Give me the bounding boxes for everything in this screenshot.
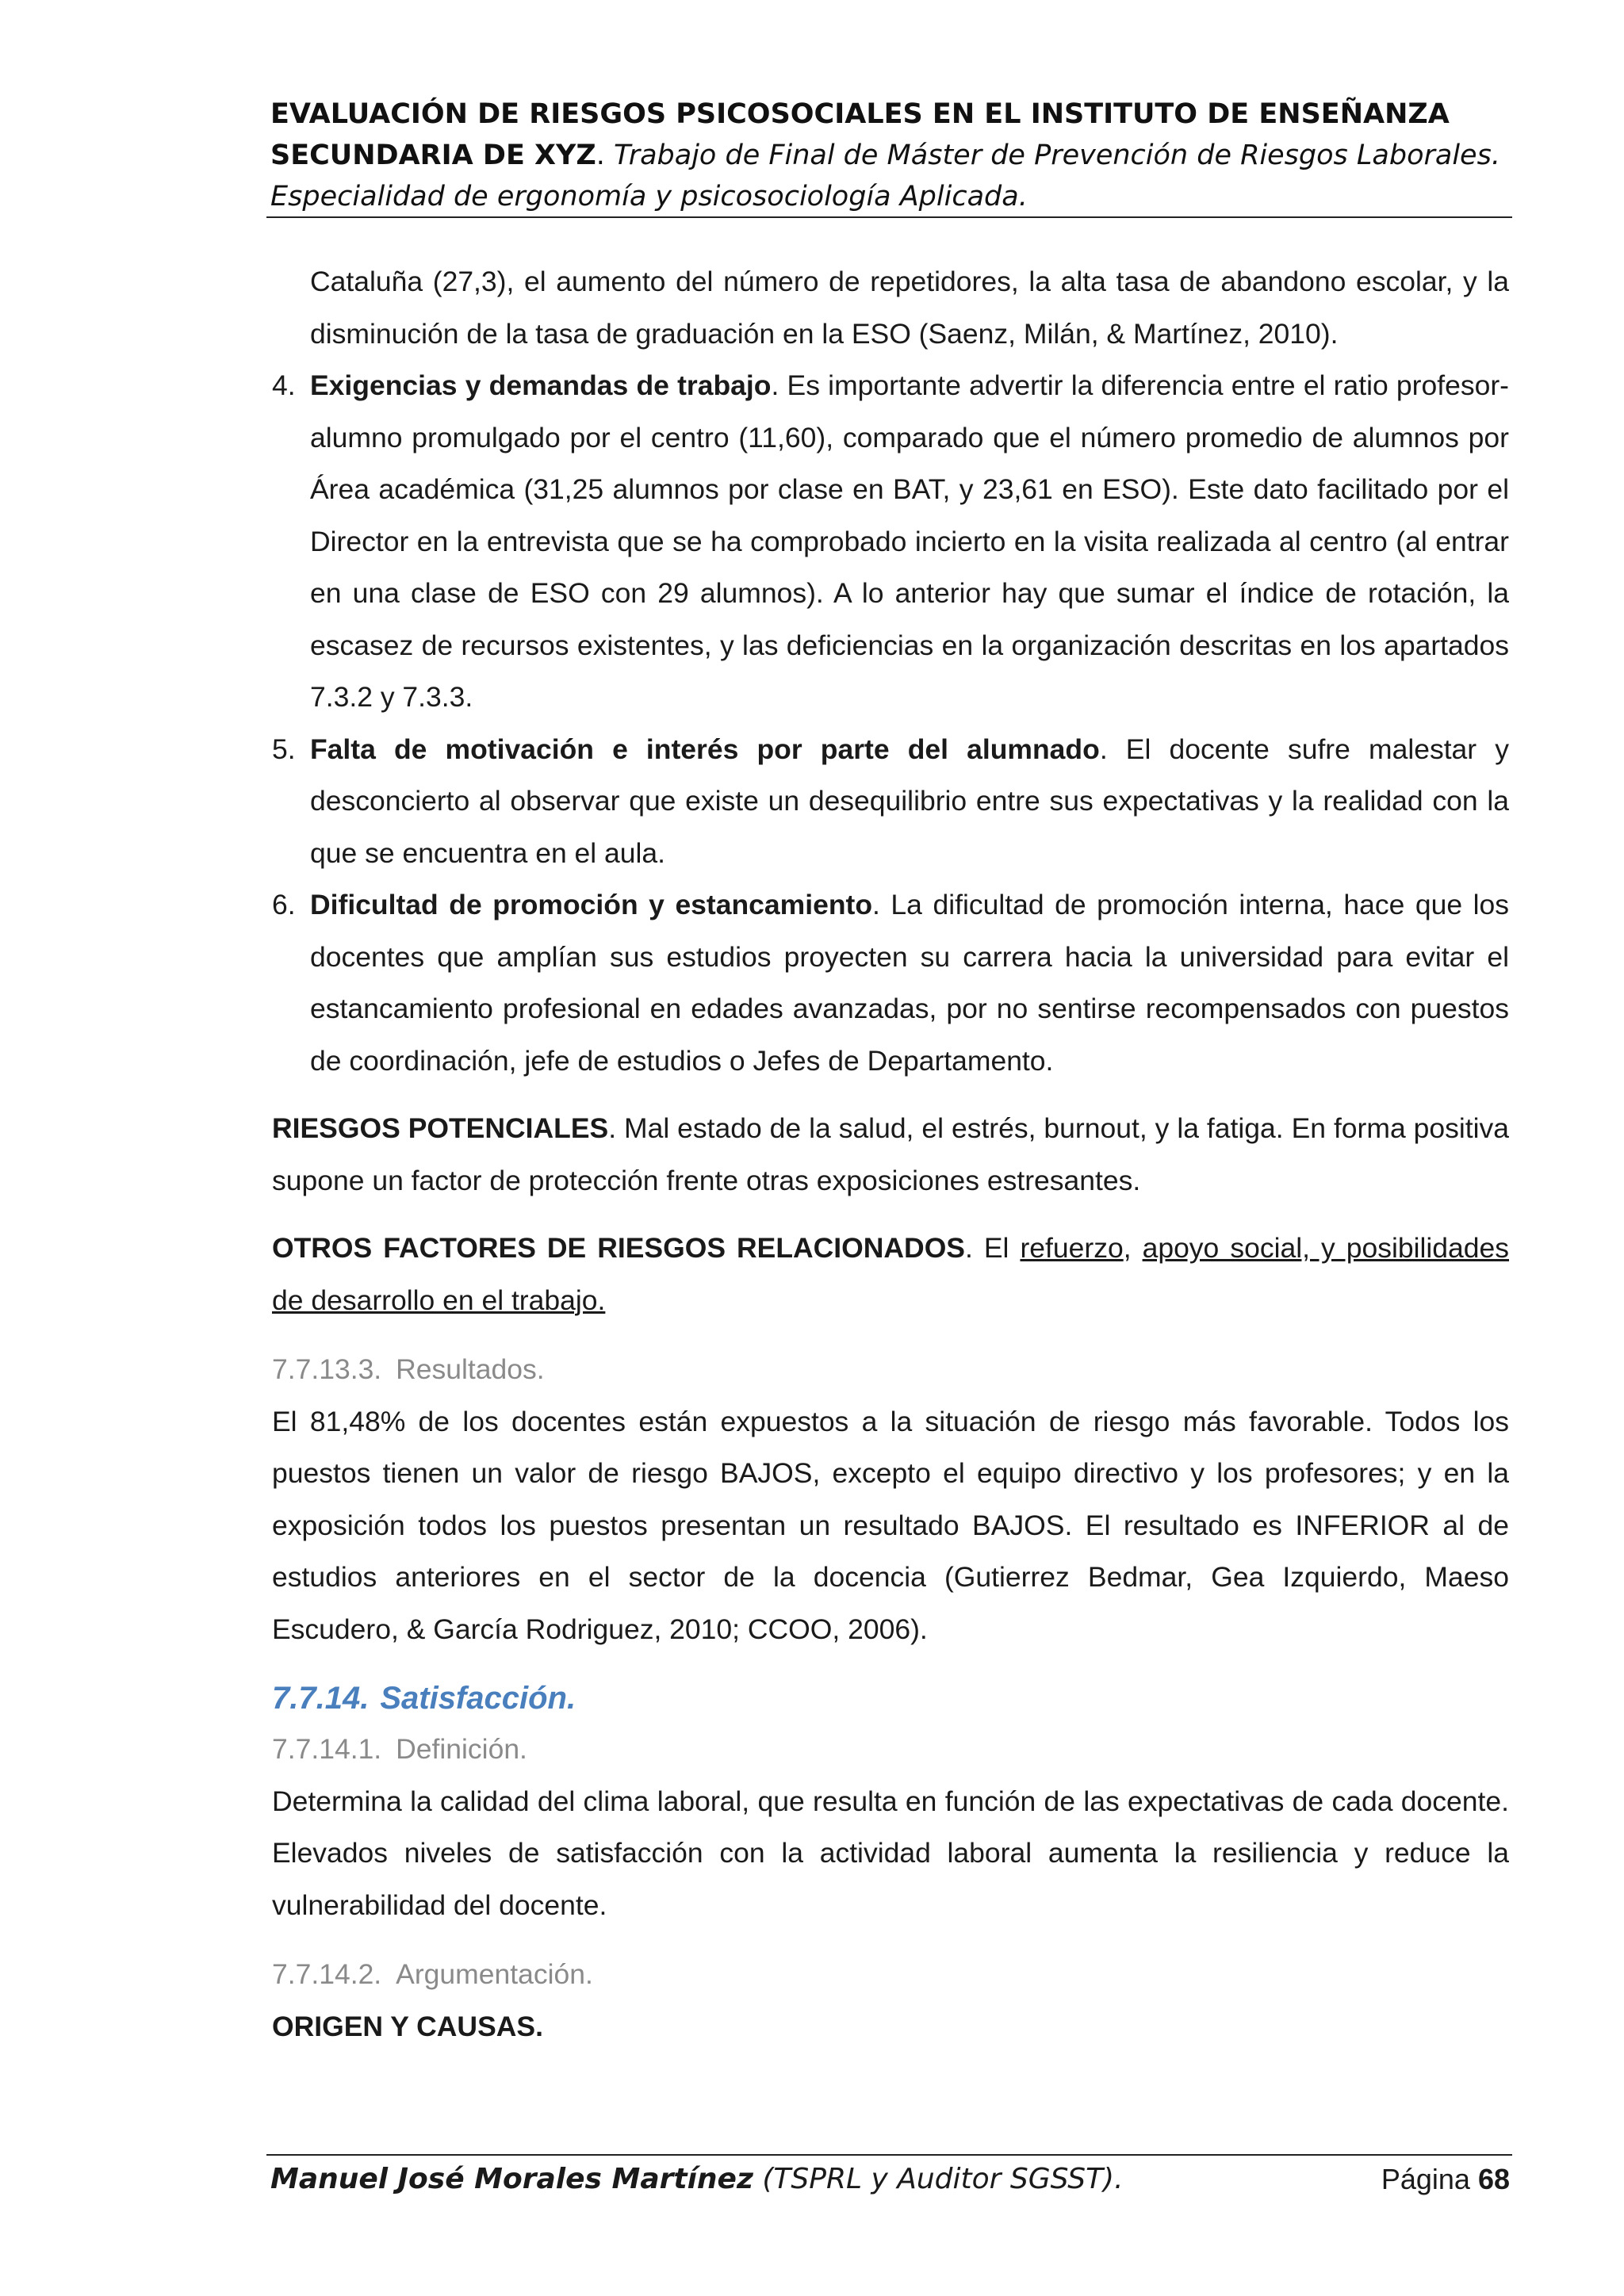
list-item (272, 879, 1509, 1087)
otros-factores-sep: . El (964, 1232, 1021, 1264)
numbered-list (272, 360, 1509, 1087)
list-item-text: . Es importante advertir la diferencia entre el ratio profesor-alumno promulgado por el centro (11,60), comparado que el número promedio de alumnos por Área académica (31,25 alumnos por clase en BAT, y 23,61 en ESO). Este dato facilitado por el Director en la entrevista que se ha comprobado incierto en la visita realizada al centro (al entrar en una clase de ESO con 29 alumnos). A lo anterior hay que sumar el índice de rotación, la escasez de recursos existentes, y las deficiencias en la organización descritas en los apartados 7.3.2 y 7.3.3. (310, 369, 1509, 713)
subsection-number: 7.7.14.2. (272, 1958, 382, 1990)
list-item-text: . El docente sufre malestar y desconcierto al observar que existe un desequilibrio entre sus expectativas y la realidad con la que se encuentra en el aula. (310, 733, 1510, 869)
author-role: (TSPRL y Auditor SGSST). (762, 2163, 1124, 2195)
subsection-title: Resultados. (396, 1353, 545, 1385)
origen-causas-label: ORIGEN Y CAUSAS. (272, 2010, 543, 2042)
definicion-paragraph: Determina la calidad del clima laboral, que resulta en función de las expectativas de cada docente. Elevados niveles de satisfacción con la actividad laboral aumenta la resiliencia y reduce la vulnerabilidad del docente. (272, 1785, 1509, 1921)
subsection-number: 7.7.13.3. (272, 1353, 382, 1385)
riesgos-potenciales-label: RIESGOS POTENCIALES (272, 1112, 609, 1144)
section-title: Satisfacción. (380, 1681, 576, 1716)
footer-author (270, 2158, 1124, 2201)
subsection-number: 7.7.14.1. (272, 1733, 382, 1765)
header-subtitle: Trabajo de Final de Máster de Prevención de Riesgos Laborales. Especialidad de ergonomía y psicosociología Aplicada. (270, 140, 1500, 212)
list-number: 5. (272, 733, 296, 765)
otros-factores-label: OTROS FACTORES DE RIESGOS RELACIONADOS (272, 1232, 965, 1264)
resultados-paragraph: El 81,48% de los docentes están expuestos a la situación de riesgo más favorable. Todos los puestos tienen un valor de riesgo BAJOS, excepto el equipo directivo y los profesores; y en la exposición todos los puestos presentan un resultado BAJOS. El resultado es INFERIOR al de estudios anteriores en el sector de la docencia (Gutierrez Bedmar, Gea Izquierdo, Maeso Escudero, & García Rodriguez, 2010; CCOO, 2006). (272, 1405, 1509, 1645)
page-label: Página (1381, 2163, 1470, 2195)
apoyo-social-underlined: apoyo social, y posibilidades de desarrollo en el trabajo. (272, 1232, 1509, 1316)
list-item-title: Falta de motivación e interés por parte del alumnado (310, 733, 1100, 765)
list-item-title: Exigencias y demandas de trabajo (310, 369, 772, 401)
section-number: 7.7.14. (272, 1681, 370, 1716)
list-number: 6. (272, 889, 296, 920)
list-item (272, 724, 1509, 880)
page-header (270, 94, 1511, 217)
subsection-title: Definición. (396, 1733, 527, 1765)
page-number (1381, 2158, 1510, 2201)
list-item (272, 360, 1509, 724)
page-body (272, 256, 1509, 2053)
otros-factores-comma: , (1123, 1232, 1143, 1264)
author-name: Manuel José Morales Martínez (270, 2163, 753, 2195)
subsection-title: Argumentación. (396, 1958, 593, 1990)
subsection-heading-argumentacion (272, 1949, 1509, 2001)
refuerzo-underlined: refuerzo (1020, 1232, 1124, 1264)
subsection-heading-definicion (272, 1724, 1509, 1776)
otros-factores-paragraph (272, 1223, 1509, 1326)
list-item-title: Dificultad de promoción y estancamiento (310, 889, 873, 920)
header-title: EVALUACIÓN DE RIESGOS PSICOSOCIALES EN EL INSTITUTO DE ENSEÑANZA SECUNDARIA DE XYZ (270, 98, 1450, 171)
riesgos-potenciales-paragraph (272, 1103, 1509, 1207)
origen-causas-heading (272, 2001, 1509, 2053)
page-number-value: 68 (1477, 2163, 1510, 2195)
header-separator: . (596, 140, 605, 171)
subsection-heading-resultados (272, 1344, 1509, 1396)
section-heading-satisfaccion (272, 1673, 1509, 1724)
list-number: 4. (272, 369, 296, 401)
continued-paragraph: Cataluña (27,3), el aumento del número de repetidores, la alta tasa de abandono escolar, y la disminución de la tasa de graduación en la ESO (Saenz, Milán, & Martínez, 2010). (310, 266, 1509, 350)
riesgos-potenciales-text: . Mal estado de la salud, el estrés, burnout, y la fatiga. En forma positiva supone un factor de protección frente otras exposiciones estresantes. (272, 1112, 1509, 1196)
page-footer (270, 2158, 1510, 2201)
list-item-text: . La dificultad de promoción interna, hace que los docentes que amplían sus estudios proyecten su carrera hacia la universidad para evitar el estancamiento profesional en edades avanzadas, por no sentirse recompensados con puestos de coordinación, jefe de estudios o Jefes de Departamento. (310, 889, 1509, 1077)
footer-divider (266, 2154, 1512, 2156)
header-divider (266, 216, 1512, 218)
